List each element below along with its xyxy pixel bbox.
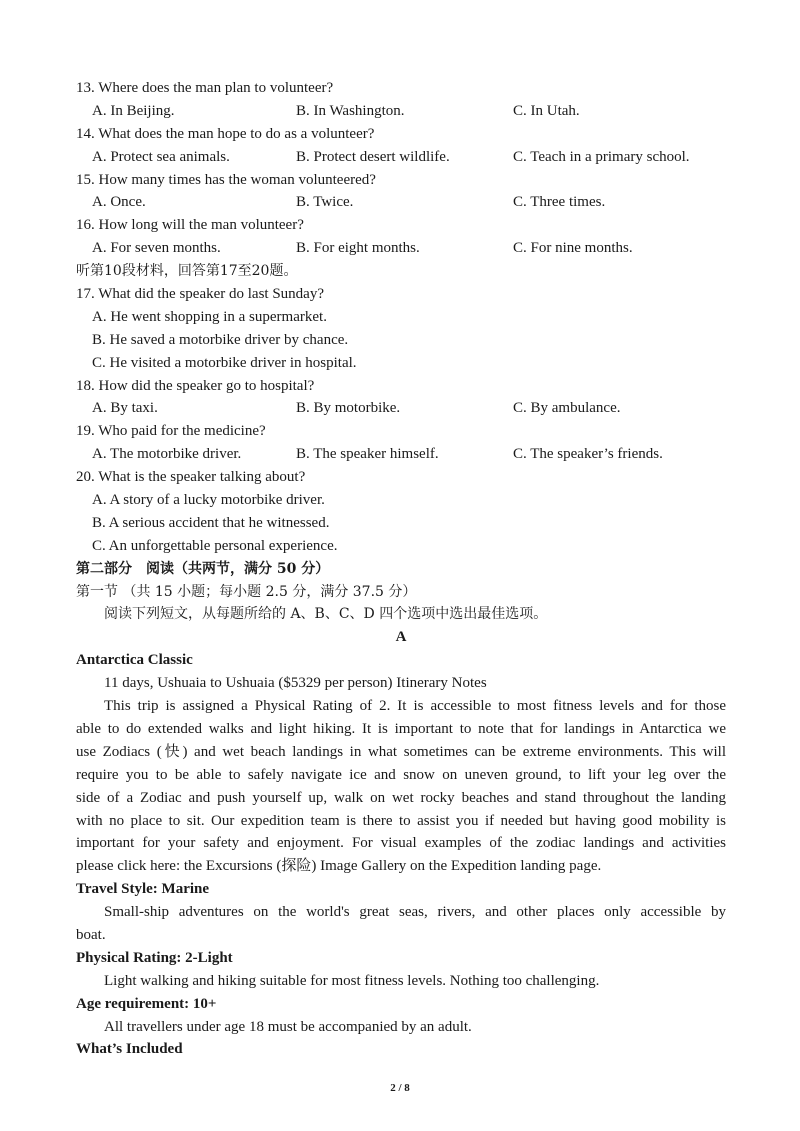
paragraph-line: please click here: the Excursions (探险) Image Gallery on the Expedition landing page. — [76, 858, 602, 875]
section-one-heading: 第一节 （共 15 小题；每小题 2.5 分，满分 37.5 分） — [76, 583, 417, 600]
option-c: C. An unforgettable personal experience. — [92, 537, 338, 554]
option-b: B. Protect desert wildlife. — [296, 148, 450, 165]
question-20 — [76, 466, 726, 558]
paragraph-line: require you to be able to safely navigate ice and snow on uneven ground, to lift your leg over the — [76, 766, 726, 783]
option-a: A. Protect sea animals. — [92, 148, 230, 165]
option-c: C. For nine months. — [513, 240, 633, 257]
travel-style-heading: Travel Style: Marine — [76, 881, 210, 898]
option-c: C. By ambulance. — [513, 400, 621, 417]
question-16 — [76, 214, 726, 260]
option-b: B. A serious accident that he witnessed. — [92, 514, 330, 531]
passage-paragraph-1 — [76, 695, 726, 878]
question-text: 20. What is the speaker talking about? — [76, 469, 306, 486]
question-text: 18. How did the speaker go to hospital? — [76, 377, 315, 394]
reading-instruction: 阅读下列短文，从每题所给的 A、B、C、D 四个选项中选出最佳选项。 — [104, 606, 548, 623]
paragraph-line: able to do extended walks and light hiking. It is important to note that for landings in Antarctica we — [76, 720, 726, 737]
passage-title: Antarctica Classic — [76, 652, 193, 669]
option-a: A. The motorbike driver. — [92, 446, 242, 463]
option-a: A. For seven months. — [92, 240, 221, 257]
option-c: C. Teach in a primary school. — [513, 148, 690, 165]
option-a: A. By taxi. — [92, 400, 158, 417]
paragraph-line: use Zodiacs (快) and wet beach landings in what sometimes can be extreme environments. This will — [76, 743, 726, 760]
question-text: 15. How many times has the woman volunteered? — [76, 171, 376, 188]
question-17 — [76, 283, 726, 375]
instruction-section-10: 听第10段材料，回答第17至20题。 — [76, 263, 298, 280]
travel-style-text-cont: boat. — [76, 926, 106, 943]
option-b: B. By motorbike. — [296, 400, 401, 417]
question-list-13-16 — [76, 77, 726, 260]
option-c: C. The speaker’s friends. — [513, 446, 663, 463]
option-c: C. Three times. — [513, 194, 606, 211]
travel-style-text: Small-ship adventures on the world's great seas, rivers, and other places only accessible by — [104, 904, 726, 921]
option-b: B. The speaker himself. — [296, 446, 439, 463]
age-requirement-heading: Age requirement: 10+ — [76, 995, 217, 1012]
option-c: C. In Utah. — [513, 102, 580, 119]
exam-page — [76, 77, 726, 1061]
passage-subtitle: 11 days, Ushuaia to Ushuaia ($5329 per person) Itinerary Notes — [104, 675, 487, 692]
paragraph-line: with no place to sit. Our expedition team is there to assist you if needed but having good mobility is — [76, 812, 726, 829]
option-b: B. Twice. — [296, 194, 354, 211]
option-a: A. He went shopping in a supermarket. — [92, 308, 327, 325]
question-text: 16. How long will the man volunteer? — [76, 217, 304, 234]
physical-rating-text: Light walking and hiking suitable for most fitness levels. Nothing too challenging. — [104, 972, 600, 989]
whats-included-heading: What’s Included — [76, 1041, 183, 1058]
option-b: B. He saved a motorbike driver by chance. — [92, 331, 349, 348]
question-14 — [76, 123, 726, 169]
part-two-heading: 第二部分 阅读（共两节，满分 50 分） — [76, 560, 330, 577]
question-text: 19. Who paid for the medicine? — [76, 423, 266, 440]
option-a: A. Once. — [92, 194, 146, 211]
question-15 — [76, 169, 726, 215]
option-b: B. In Washington. — [296, 102, 405, 119]
option-a: A. A story of a lucky motorbike driver. — [92, 492, 325, 509]
option-b: B. For eight months. — [296, 240, 420, 257]
question-19 — [76, 420, 726, 466]
paragraph-line: This trip is assigned a Physical Rating of 2. It is accessible to most fitness levels and for those — [104, 698, 726, 715]
question-text: 17. What did the speaker do last Sunday? — [76, 286, 324, 303]
question-13 — [76, 77, 726, 123]
question-18 — [76, 375, 726, 421]
age-requirement-text: All travellers under age 18 must be accompanied by an adult. — [104, 1018, 472, 1035]
question-text: 13. Where does the man plan to volunteer? — [76, 80, 334, 96]
page-number: 2 / 8 — [390, 1082, 410, 1094]
paragraph-line: important for your safety and enjoyment. For visual examples of the zodiac landings and activities — [76, 835, 726, 852]
option-a: A. In Beijing. — [92, 102, 175, 119]
question-text: 14. What does the man hope to do as a volunteer? — [76, 125, 375, 142]
paragraph-line: side of a Zodiac and push yourself up, walk on wet rocky beaches and stand throughout the landing — [76, 789, 726, 806]
passage-letter: A — [395, 629, 407, 646]
option-c: C. He visited a motorbike driver in hospital. — [92, 354, 357, 371]
physical-rating-heading: Physical Rating: 2-Light — [76, 949, 233, 966]
